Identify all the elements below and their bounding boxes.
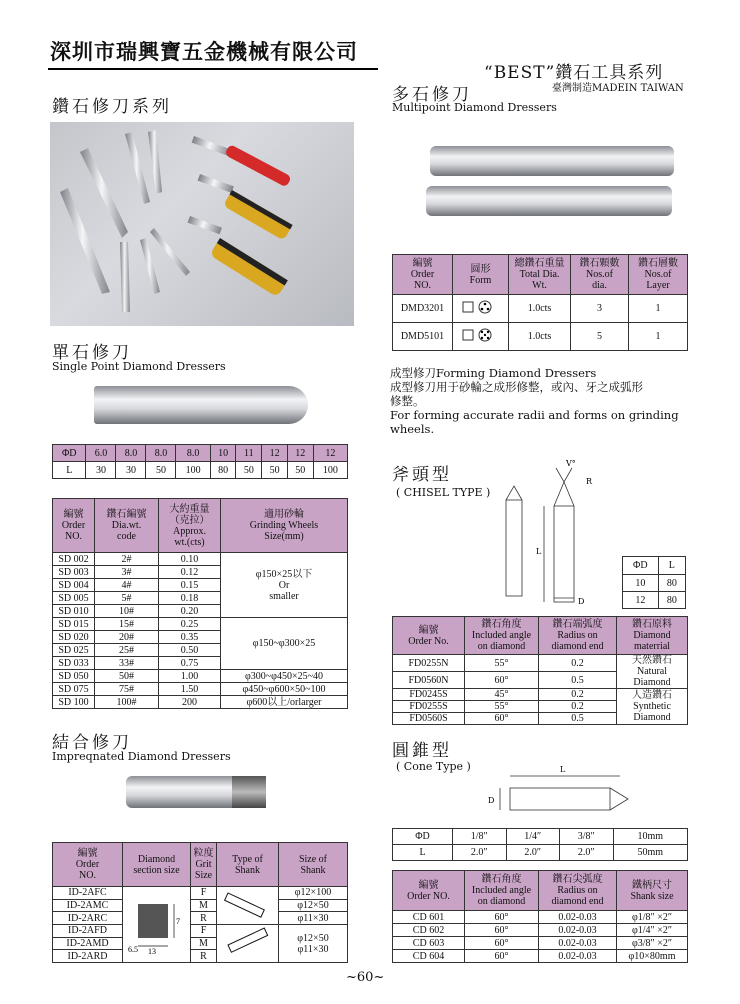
- table-cell: R: [191, 912, 217, 925]
- table-cell: 成型修刀用于砂輪之成形修整，或內、牙之成弧形: [390, 380, 643, 394]
- table-cell: 編號: [418, 624, 439, 636]
- table-cell: dia.: [592, 280, 607, 291]
- table-cell: φ12×50: [297, 932, 329, 944]
- dim-l-cell: 30: [116, 462, 146, 479]
- table-cell: Shank: [235, 864, 260, 876]
- table-cell: 天然鑽石: [632, 655, 672, 666]
- table-cell: Order NO.: [407, 890, 450, 902]
- table-cell: Nos.of: [586, 269, 613, 280]
- table-cell: ΦD: [623, 557, 659, 575]
- table-cell: 1.0cts: [509, 295, 571, 323]
- multipoint-title: 多石修刀: [392, 85, 472, 105]
- table-row: SD 004: [53, 579, 95, 592]
- table-cell: 60°: [465, 911, 539, 924]
- table-cell: Layer: [646, 280, 670, 291]
- material-synthetic: [617, 689, 688, 725]
- table-cell: Dia.wt.: [111, 520, 142, 531]
- wheel-group-1: [221, 553, 348, 618]
- col-order-header: [53, 843, 123, 887]
- dim-l-cell: 30: [86, 462, 116, 479]
- table-row: DMD5101: [393, 323, 453, 351]
- dim-l-label: L: [53, 462, 86, 479]
- cone-title: 圓錐型: [392, 741, 452, 761]
- dim-l-cell: 100: [176, 462, 210, 479]
- chisel-d-label: D: [578, 597, 585, 606]
- col-wheel-header: [221, 499, 348, 553]
- wheel-group-2: φ150~φ300×25: [221, 618, 348, 670]
- table-row: SD 033: [53, 657, 95, 670]
- table-cell: Type of: [232, 853, 263, 865]
- table-cell: section size: [133, 864, 180, 876]
- table-cell: 20#: [95, 631, 159, 644]
- impregnated-segment-image: [232, 776, 266, 808]
- col-angle-header: [465, 871, 539, 911]
- section-h: 7: [175, 917, 180, 926]
- table-cell: 0.2: [539, 701, 617, 713]
- table-cell: φ12×100: [279, 887, 348, 900]
- table-cell: Radius on: [557, 630, 598, 641]
- table-cell: Diamond: [633, 630, 671, 641]
- form-icon-3: [453, 295, 509, 323]
- chisel-r-label: R: [586, 477, 593, 486]
- wheel-group-3: φ300~φ450×25~40: [221, 670, 348, 683]
- table-cell: 80: [658, 592, 685, 609]
- material-natural: [617, 655, 688, 689]
- table-cell: F: [191, 925, 217, 938]
- table-row: SD 002: [53, 553, 95, 566]
- table-cell: on diamond: [477, 641, 526, 652]
- table-cell: 編號: [77, 848, 98, 859]
- dim-d-cell: 8.0: [116, 445, 146, 462]
- table-cell: φ3/8″ ×2″: [617, 937, 688, 950]
- table-row: DMD3201: [393, 295, 453, 323]
- table-cell: Size of: [298, 853, 328, 865]
- cone-d-label: D: [488, 796, 495, 805]
- table-cell: 100#: [95, 696, 159, 709]
- table-cell: Shank: [300, 864, 326, 876]
- table-row: ID-2AMC: [53, 899, 123, 912]
- table-cell: Diamond: [137, 853, 176, 865]
- col-angle-header: [465, 617, 539, 655]
- table-cell: 大約重量: [169, 503, 210, 515]
- table-cell: 50#: [95, 670, 159, 683]
- table-cell: 鑽石編號: [106, 509, 147, 520]
- table-cell: 適用砂輪: [264, 509, 304, 520]
- table-row: CD 602: [393, 924, 465, 937]
- table-cell: 200: [159, 696, 221, 709]
- table-cell: 修整。: [390, 394, 425, 408]
- table-cell: Order: [410, 269, 435, 280]
- table-cell: M: [191, 937, 217, 950]
- dim-d-cell: 8.0: [146, 445, 176, 462]
- table-row: CD 603: [393, 937, 465, 950]
- table-row: FD0255N: [393, 655, 465, 672]
- col-section-header: [123, 843, 191, 887]
- table-cell: 0.02-0.03: [539, 924, 617, 937]
- table-cell: code: [117, 531, 136, 542]
- cone-dimension-table: [392, 828, 688, 861]
- wheel-group-5: φ600以上/orlarger: [221, 696, 348, 709]
- section-size-diagram: [123, 887, 191, 963]
- table-cell: Nos.of: [644, 269, 672, 280]
- table-row: FD0560S: [393, 713, 465, 725]
- table-cell: 0.35: [159, 631, 221, 644]
- table-cell: 編號: [63, 509, 84, 520]
- col-form-header: [453, 255, 509, 295]
- table-cell: 成型修刀Forming Diamond Dressers: [390, 366, 597, 380]
- table-cell: Size(mm): [264, 531, 304, 542]
- table-cell: 0.18: [159, 592, 221, 605]
- table-cell: Diamond: [633, 677, 671, 688]
- table-cell: 人造鑽石: [632, 690, 672, 701]
- page-number: ~60~: [346, 970, 385, 985]
- table-cell: 0.2: [539, 689, 617, 701]
- col-shank-header: [279, 843, 348, 887]
- dim-l-cell: 80: [210, 462, 236, 479]
- table-cell: Wt.: [532, 280, 547, 291]
- dim-d-cell: 6.0: [86, 445, 116, 462]
- forming-description: [390, 366, 710, 436]
- table-cell: L: [393, 845, 453, 861]
- col-code-header: [95, 499, 159, 553]
- table-cell: Approx.: [172, 525, 207, 537]
- table-cell: 鑽石原料: [632, 619, 672, 630]
- chisel-v-label: V°: [566, 459, 576, 468]
- col-total-header: [509, 255, 571, 295]
- dim-l-cell: 50: [146, 462, 176, 479]
- impregnated-subtitle: Impreqnated Diamond Dressers: [52, 750, 231, 763]
- table-cell: NO.: [79, 870, 96, 881]
- table-cell: M: [191, 899, 217, 912]
- impregnated-title: 結合修刀: [52, 733, 132, 753]
- table-cell: 60°: [465, 950, 539, 963]
- table-cell: 60°: [465, 713, 539, 725]
- table-row: CD 604: [393, 950, 465, 963]
- table-cell: 3: [571, 295, 629, 323]
- table-cell: diamond end: [551, 896, 604, 907]
- table-cell: 2.0″: [506, 845, 560, 861]
- header-rule: [48, 68, 378, 70]
- table-cell: 0.50: [159, 644, 221, 657]
- table-cell: Form: [469, 274, 492, 286]
- table-row: ID-2AFD: [53, 925, 123, 938]
- table-cell: 1: [629, 295, 688, 323]
- table-cell: 圆形: [470, 263, 491, 275]
- table-row: SD 003: [53, 566, 95, 579]
- table-cell: Grinding Wheels: [249, 520, 319, 531]
- table-cell: 10mm: [613, 829, 688, 845]
- table-cell: 10: [623, 575, 659, 592]
- table-row: ID-2AMD: [53, 937, 123, 950]
- table-cell: L: [658, 557, 685, 575]
- table-row: ID-2ARC: [53, 912, 123, 925]
- table-cell: NO.: [65, 531, 82, 542]
- table-cell: Order: [75, 859, 100, 870]
- table-cell: 5: [571, 323, 629, 351]
- table-cell: wt.(cts): [174, 536, 205, 548]
- table-cell: 鑽石角度: [481, 619, 522, 630]
- shank-type-straight: [217, 887, 279, 925]
- table-cell: φ11×30: [279, 912, 348, 925]
- table-cell: 60°: [465, 924, 539, 937]
- table-cell: 2.0″: [560, 845, 614, 861]
- table-cell: Diamond: [633, 712, 671, 723]
- table-cell: 1/4″: [506, 829, 560, 845]
- dim-l-cell: 50: [236, 462, 262, 479]
- table-cell: 1.00: [159, 670, 221, 683]
- col-type-header: [217, 843, 279, 887]
- single-point-dresser-image: [94, 386, 308, 424]
- dim-l-cell: 50: [262, 462, 288, 479]
- table-cell: 50mm: [613, 845, 688, 861]
- table-cell: 3/8″: [560, 829, 614, 845]
- table-cell: 55°: [465, 701, 539, 713]
- table-cell: materrial: [633, 641, 671, 652]
- table-cell: 55°: [465, 655, 539, 672]
- col-radius-header: [539, 871, 617, 911]
- dim-d-label: ΦD: [53, 445, 86, 462]
- shank-type-angled: [217, 925, 279, 963]
- chisel-dimension-table: [622, 556, 686, 609]
- table-cell: ΦD: [393, 829, 453, 845]
- table-cell: NO.: [414, 280, 431, 291]
- dim-l-cell: 100: [313, 462, 347, 479]
- shank-size-group: [279, 925, 348, 963]
- table-cell: 鑽石層數: [638, 258, 678, 269]
- table-cell: 0.02-0.03: [539, 950, 617, 963]
- col-order-header: [53, 499, 95, 553]
- dim-d-cell: 12: [287, 445, 313, 462]
- dresser-series-title: 鑽石修刀系列: [52, 97, 172, 117]
- table-row: SD 015: [53, 618, 95, 631]
- chisel-title: 斧頭型: [392, 465, 452, 485]
- single-point-spec-table: [52, 498, 348, 709]
- cone-subtitle: ( Cone Type ): [396, 760, 471, 773]
- table-row: SD 075: [53, 683, 95, 696]
- table-cell: 45°: [465, 689, 539, 701]
- table-cell: 10#: [95, 605, 159, 618]
- table-cell: 0.75: [159, 657, 221, 670]
- table-cell: Natural: [637, 666, 667, 677]
- table-cell: 0.5: [539, 672, 617, 689]
- table-cell: （克拉）: [169, 514, 210, 526]
- dresser-product-photo: [50, 122, 354, 326]
- table-cell: smaller: [269, 590, 299, 602]
- table-cell: 15#: [95, 618, 159, 631]
- table-cell: φ150×25以下: [255, 568, 313, 580]
- table-cell: R: [191, 950, 217, 963]
- table-cell: 60°: [465, 672, 539, 689]
- col-nos-header: [571, 255, 629, 295]
- multipoint-dresser-image-2: [426, 186, 672, 216]
- section-diagram: [126, 890, 188, 956]
- multipoint-table: [392, 254, 688, 351]
- table-cell: 鑽石端弧度: [552, 619, 603, 630]
- table-cell: 0.15: [159, 579, 221, 592]
- table-cell: Grit: [195, 859, 212, 870]
- table-cell: 3#: [95, 566, 159, 579]
- table-cell: 0.2: [539, 655, 617, 672]
- brand-title: “BEST”鑽石工具系列: [484, 63, 664, 83]
- table-cell: 0.02-0.03: [539, 937, 617, 950]
- table-cell: 粒度: [193, 848, 214, 859]
- dim-d-cell: 10: [210, 445, 236, 462]
- table-row: SD 005: [53, 592, 95, 605]
- table-cell: 總鑽石重量: [514, 258, 565, 269]
- dim-d-cell: 12: [313, 445, 347, 462]
- table-cell: diamond end: [551, 641, 604, 652]
- col-order-header: [393, 871, 465, 911]
- col-weight-header: [159, 499, 221, 553]
- table-cell: φ11×30: [297, 943, 329, 955]
- table-row: FD0245S: [393, 689, 465, 701]
- table-cell: φ12×50: [279, 899, 348, 912]
- dim-d-cell: 12: [262, 445, 288, 462]
- section-w: 13: [147, 947, 156, 956]
- col-order-header: [393, 617, 465, 655]
- table-cell: 0.02-0.03: [539, 911, 617, 924]
- single-point-dimension-table: [52, 444, 348, 479]
- table-cell: Or: [278, 579, 290, 591]
- table-cell: Included angle: [471, 630, 532, 641]
- table-row: SD 025: [53, 644, 95, 657]
- form-icon-5: [453, 323, 509, 351]
- cone-l-label: L: [560, 765, 566, 774]
- impregnated-table: [52, 842, 348, 963]
- table-cell: Total Dia.: [519, 269, 560, 280]
- table-cell: φ1/8″ ×2″: [617, 911, 688, 924]
- table-row: SD 020: [53, 631, 95, 644]
- table-cell: Order No.: [408, 635, 449, 647]
- wheel-group-4: φ450~φ600×50~100: [221, 683, 348, 696]
- cone-diagram: [480, 760, 650, 820]
- table-cell: 鑽石角度: [481, 874, 522, 885]
- table-cell: 鑽石尖弧度: [552, 874, 603, 885]
- table-cell: 編號: [418, 879, 439, 891]
- table-cell: 25#: [95, 644, 159, 657]
- multipoint-subtitle: Multipoint Diamond Dressers: [392, 101, 557, 114]
- single-point-subtitle: Single Point Diamond Dressers: [52, 360, 226, 373]
- made-in-label: 臺灣制造MADEIN TAIWAN: [552, 83, 684, 94]
- table-cell: 0.5: [539, 713, 617, 725]
- table-cell: 1: [629, 323, 688, 351]
- company-name: 深圳市瑞興寶五金機械有限公司: [50, 40, 358, 64]
- table-cell: 1.50: [159, 683, 221, 696]
- table-cell: 0.25: [159, 618, 221, 631]
- table-cell: 0.10: [159, 553, 221, 566]
- table-cell: φ10×80mm: [617, 950, 688, 963]
- section-t: 6.5: [127, 945, 138, 954]
- dim-d-cell: 11: [236, 445, 262, 462]
- table-cell: F: [191, 887, 217, 900]
- table-row: SD 010: [53, 605, 95, 618]
- col-material-header: [617, 617, 688, 655]
- dresser-product-illustration: [50, 122, 354, 326]
- table-cell: Size: [194, 870, 213, 881]
- table-cell: 2#: [95, 553, 159, 566]
- chisel-diagram: [490, 456, 600, 606]
- table-row: ID-2AFC: [53, 887, 123, 900]
- single-point-title: 單石修刀: [52, 343, 132, 363]
- multipoint-dresser-image-1: [430, 146, 674, 176]
- table-row: SD 100: [53, 696, 95, 709]
- table-cell: For forming accurate radii and forms on grinding: [390, 408, 679, 422]
- table-cell: 2.0″: [453, 845, 507, 861]
- chisel-subtitle: ( CHISEL TYPE ): [396, 486, 491, 499]
- table-row: FD0560N: [393, 672, 465, 689]
- table-cell: 33#: [95, 657, 159, 670]
- dim-l-cell: 50: [287, 462, 313, 479]
- col-layer-header: [629, 255, 688, 295]
- table-cell: Included angle: [471, 885, 532, 896]
- table-cell: 80: [658, 575, 685, 592]
- table-row: CD 601: [393, 911, 465, 924]
- table-cell: 1/8″: [453, 829, 507, 845]
- col-grit-header: [191, 843, 217, 887]
- table-cell: 1.0cts: [509, 323, 571, 351]
- table-cell: 4#: [95, 579, 159, 592]
- table-cell: 鐵柄尺寸: [632, 879, 672, 891]
- table-cell: 0.12: [159, 566, 221, 579]
- table-cell: Order: [61, 520, 86, 531]
- table-row: FD0255S: [393, 701, 465, 713]
- table-cell: φ1/4″ ×2″: [617, 924, 688, 937]
- chisel-table: [392, 616, 688, 725]
- table-cell: Synthetic: [633, 701, 671, 712]
- table-cell: 編號: [412, 258, 433, 269]
- table-cell: 0.20: [159, 605, 221, 618]
- table-row: ID-2ARD: [53, 950, 123, 963]
- col-shank-header: [617, 871, 688, 911]
- cone-table: [392, 870, 688, 963]
- table-row: SD 050: [53, 670, 95, 683]
- table-cell: 5#: [95, 592, 159, 605]
- table-cell: on diamond: [477, 896, 526, 907]
- dim-d-cell: 8.0: [176, 445, 210, 462]
- col-order-header: [393, 255, 453, 295]
- col-radius-header: [539, 617, 617, 655]
- table-cell: 鑽石顆數: [579, 258, 620, 269]
- table-cell: 60°: [465, 937, 539, 950]
- table-cell: Shank size: [630, 890, 674, 902]
- chisel-l-label: L: [536, 547, 542, 556]
- table-cell: 12: [623, 592, 659, 609]
- table-cell: Radius on: [557, 885, 598, 896]
- table-cell: 75#: [95, 683, 159, 696]
- table-cell: wheels.: [390, 422, 435, 436]
